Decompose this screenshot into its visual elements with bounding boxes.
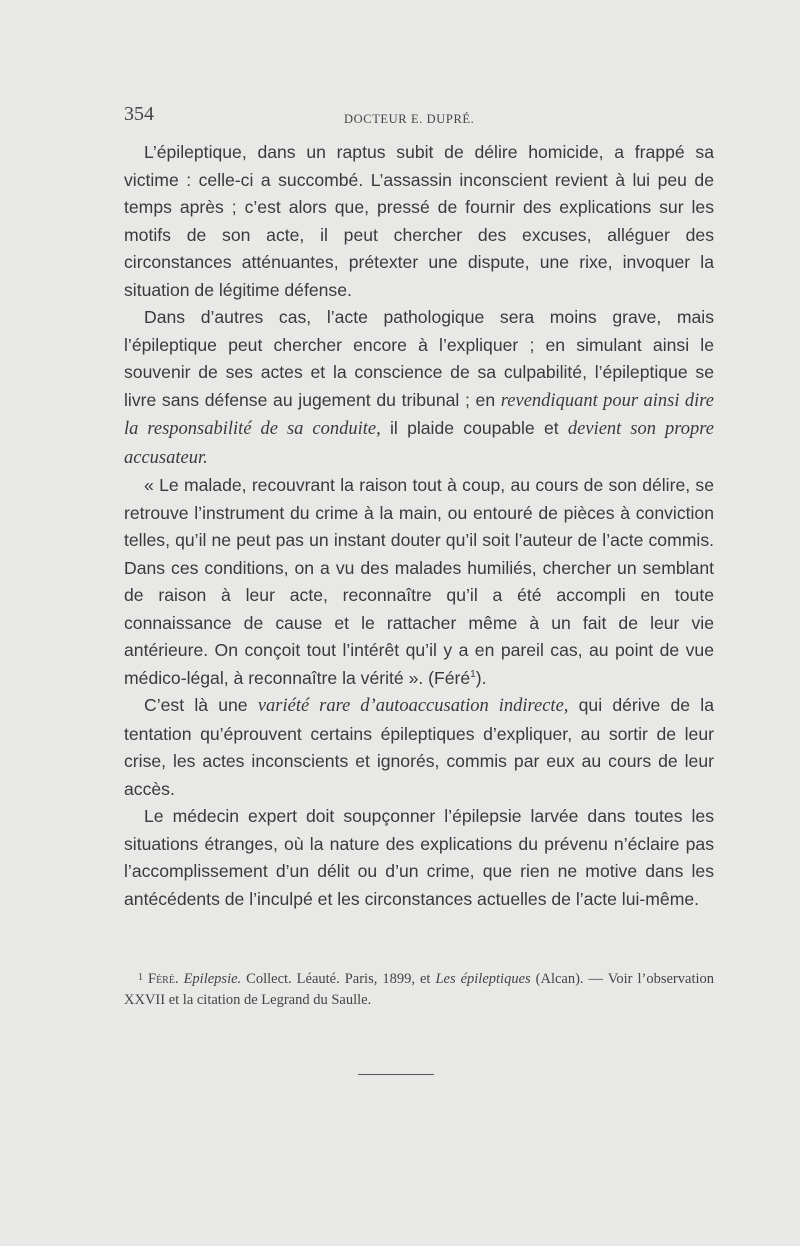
footnote-text (124, 967, 714, 1011)
footnote-title-2: Les épileptiques (435, 971, 531, 987)
paragraph-4-text-a: C’est là une (144, 695, 258, 715)
running-title: DOCTEUR E. DUPRÉ. (344, 112, 475, 126)
paragraph-2-text-a: Dans d’autres cas, l’acte pathologique sera moins grave, mais l’épileptique peut chercher encore à l’expliquer ; en simulant ainsi le souvenir de ses actes et la conscience de sa culpabilité, l’épileptique se livre sans défense au jugement du tribunal ; en (124, 307, 714, 410)
footnote-reference: 1 (470, 668, 476, 680)
paragraph-5: Le médecin expert doit soupçonner l’épilepsie larvée dans toutes les situations étranges, où la nature des explications du prévenu n’éclaire pas l’accomplissement d’un délit ou d’un crime, que rien ne motive dans les antécédents de l’inculpé et les circonstances actuelles de l’acte lui-même. (124, 806, 714, 909)
paragraph-2-emphasis-2: devient son propre accusateur. (124, 419, 714, 468)
page-number: 354 (124, 103, 154, 125)
paragraph-2 (124, 304, 714, 472)
paragraph-3-quote (124, 472, 714, 692)
end-rule (358, 1074, 434, 1075)
paragraph-4-text-b: qui dérive de la tentation qu’éprouvent certains épileptiques d’expliquer, au sortir de leur crise, les actes inconscients et ignorés, commis par eux au cours de leur accès. (124, 695, 715, 799)
body-text (124, 139, 714, 913)
paragraph-2-emphasis: revendiquant pour ainsi dire la responsabilité de sa conduite, (124, 390, 714, 439)
footnote-author: Féré. (148, 971, 179, 987)
page-header (124, 101, 714, 129)
paragraph-4 (124, 692, 714, 803)
footnote-title: Epilepsie. (183, 971, 242, 987)
footnote-text-a: Collect. Léauté. Paris, 1899, et (241, 971, 436, 987)
footnote-text-b: (Alcan). — Voir l’observation XXVII et la citation de Legrand du Saulle. (124, 971, 715, 1008)
paragraph-1: L’épileptique, dans un raptus subit de délire homicide, a frappé sa victime : celle-ci a succombé. L’assassin inconscient revient à lui peu de temps après ; c’est alors que, pressé de fournir des explications sur les motifs de son acte, il peut chercher des excuses, alléguer des circonstances atténuantes, prétexter une dispute, une rixe, invoquer la situation de légitime défense. (124, 142, 714, 300)
paragraph-3-text-a: « Le malade, recouvrant la raison tout à coup, au cours de son délire, se retrouve l’instrument du crime à la main, ou entouré de pièces à conviction telles, qu’il ne peut pas un instant douter qu’il soit l’auteur de l’acte commis. Dans ces conditions, on a vu des malades humiliés, chercher un semblant de raison à leur acte, reconnaître qu’il a été accompli en toute connaissance de cause et le rattacher même à un fait de leur vie antérieure. On conçoit tout l’intérêt qu’il y a en pareil cas, au point de vue médico-légal, à reconnaître la vérité ». (Féré (124, 475, 714, 688)
footnote (124, 967, 714, 1011)
paragraph-4-emphasis: variété rare d’autoaccusation indirecte, (257, 696, 569, 716)
footnote-marker: 1 (138, 972, 143, 983)
paragraph-3-text-b: ). (475, 667, 487, 688)
paragraph-2-text-b: il plaide coupable et (380, 418, 568, 438)
